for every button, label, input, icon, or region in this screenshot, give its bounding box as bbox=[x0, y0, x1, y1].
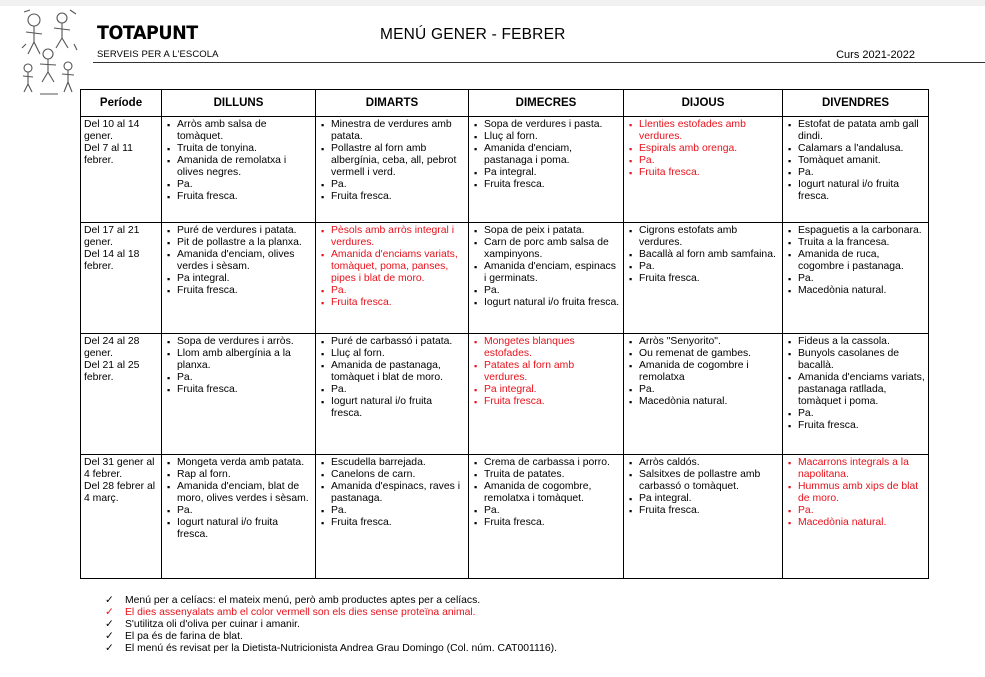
wednesday-menu-cell bbox=[469, 334, 624, 455]
dish-list bbox=[319, 336, 465, 420]
dish-item: ▪ Canelons de carn. bbox=[319, 469, 465, 481]
period-range: Del 10 al 14 gener. bbox=[84, 119, 140, 142]
dish-item: ▪ Lluç al forn. bbox=[472, 131, 620, 143]
dish-item: ▪ Amanida d'espinacs, raves i pastanaga. bbox=[319, 481, 465, 505]
period-cell bbox=[81, 117, 162, 223]
dish-list bbox=[165, 225, 312, 297]
table-row bbox=[81, 455, 929, 579]
dish-item: ▪ Fruita fresca. bbox=[627, 273, 779, 285]
dish-list bbox=[786, 336, 925, 432]
dish-list bbox=[319, 225, 465, 309]
checkmark-icon: ✓ bbox=[105, 607, 114, 618]
dish-item: ▪ Amanida d'enciams variats, tomàquet, poma, panses, pipes i blat de moro. bbox=[319, 249, 465, 285]
dish-item: ▪ Fruita fresca. bbox=[627, 505, 779, 517]
dish-item: ▪ Salsitxes de pollastre amb carbassó o tomàquet. bbox=[627, 469, 779, 493]
dish-item: ▪ Hummus amb xips de blat de moro. bbox=[786, 481, 925, 505]
dish-list bbox=[786, 457, 925, 529]
note-item bbox=[105, 619, 557, 631]
period-range: Del 28 febrer al 4 març. bbox=[84, 481, 156, 504]
dish-list bbox=[165, 457, 312, 541]
dish-item: ▪ Amanida de pastanaga, tomàquet i blat de moro. bbox=[319, 360, 465, 384]
dish-item: ▪ Fruita fresca. bbox=[319, 191, 465, 203]
dish-list bbox=[627, 225, 779, 285]
dish-item: ▪ Macedònia natural. bbox=[786, 517, 925, 529]
dish-item: ▪ Espirals amb orenga. bbox=[627, 143, 779, 155]
dish-item: ▪ Ou remenat de gambes. bbox=[627, 348, 779, 360]
dish-item: ▪ Iogurt natural i/o fruita fresca. bbox=[786, 179, 925, 203]
wednesday-menu-cell bbox=[469, 223, 624, 334]
dish-item: ▪ Pollastre al forn amb albergínia, ceba, all, pebrot vermell i verd. bbox=[319, 143, 465, 179]
checkmark-icon: ✓ bbox=[105, 643, 114, 654]
dish-item: ▪ Escudella barrejada. bbox=[319, 457, 465, 469]
dish-item: ▪ Sopa de verdures i arròs. bbox=[165, 336, 312, 348]
period-range: Del 21 al 25 febrer. bbox=[84, 360, 140, 383]
dish-item: ▪ Fruita fresca. bbox=[786, 420, 925, 432]
table-row bbox=[81, 117, 929, 223]
dish-item: ▪ Truita de tonyina. bbox=[165, 143, 312, 155]
dish-item: ▪ Arròs amb salsa de tomàquet. bbox=[165, 119, 312, 143]
dish-item: ▪ Fruita fresca. bbox=[319, 297, 465, 309]
dish-item: ▪ Pa. bbox=[786, 273, 925, 285]
dish-item: ▪ Puré de verdures i patata. bbox=[165, 225, 312, 237]
dish-list bbox=[472, 119, 620, 191]
dish-item: ▪ Amanida d'enciam, pastanaga i poma. bbox=[472, 143, 620, 167]
dish-list bbox=[786, 225, 925, 297]
dish-item: ▪ Pa integral. bbox=[165, 273, 312, 285]
dish-item: ▪ Pa. bbox=[627, 155, 779, 167]
dish-item: ▪ Estofat de patata amb gall dindi. bbox=[786, 119, 925, 143]
dish-item: ▪ Pa. bbox=[472, 285, 620, 297]
dish-item: ▪ Pa integral. bbox=[472, 167, 620, 179]
dish-item: ▪ Lluç al forn. bbox=[319, 348, 465, 360]
wednesday-menu-cell bbox=[469, 117, 624, 223]
header-wednesday: DIMECRES bbox=[469, 90, 624, 117]
dish-item: ▪ Pa. bbox=[319, 179, 465, 191]
dish-item: ▪ Pa. bbox=[627, 384, 779, 396]
dish-item: ▪ Macedònia natural. bbox=[627, 396, 779, 408]
dish-item: ▪ Bunyols casolanes de bacallà. bbox=[786, 348, 925, 372]
dish-list bbox=[472, 457, 620, 529]
dish-item: ▪ Iogurt natural i/o fruita fresca. bbox=[165, 517, 312, 541]
table-header-row bbox=[81, 90, 929, 117]
dish-item: ▪ Fruita fresca. bbox=[319, 517, 465, 529]
dish-item: ▪ Pa. bbox=[786, 505, 925, 517]
note-text: El pa és de farina de blat. bbox=[125, 631, 243, 642]
dish-item: ▪ Fruita fresca. bbox=[165, 191, 312, 203]
dish-item: ▪ Macedònia natural. bbox=[786, 285, 925, 297]
notes-list bbox=[105, 595, 557, 655]
dish-item: ▪ Mongetes blanques estofades. bbox=[472, 336, 620, 360]
period-range: Del 14 al 18 febrer. bbox=[84, 249, 140, 272]
note-item bbox=[105, 631, 557, 643]
dish-item: ▪ Fruita fresca. bbox=[165, 384, 312, 396]
menu-table bbox=[80, 89, 929, 579]
dish-item: ▪ Iogurt natural i/o fruita fresca. bbox=[472, 297, 620, 309]
dish-item: ▪ Amanida d'enciam, olives verdes i sèsam. bbox=[165, 249, 312, 273]
dish-item: ▪ Fruita fresca. bbox=[472, 396, 620, 408]
header-period: Període bbox=[81, 90, 162, 117]
dish-list bbox=[165, 119, 312, 203]
dish-item: ▪ Amanida d'enciams variats, pastanaga ratllada, tomàquet i poma. bbox=[786, 372, 925, 408]
dish-item: ▪ Sopa de peix i patata. bbox=[472, 225, 620, 237]
dish-item: ▪ Fruita fresca. bbox=[472, 517, 620, 529]
note-item bbox=[105, 595, 557, 607]
dish-list bbox=[165, 336, 312, 396]
dish-item: ▪ Amanida de cogombre i remolatxa bbox=[627, 360, 779, 384]
dish-list bbox=[472, 225, 620, 309]
page-title: MENÚ GENER - FEBRER bbox=[380, 26, 566, 43]
dish-list bbox=[786, 119, 925, 203]
dish-item: ▪ Amanida de cogombre, remolatxa i tomàquet. bbox=[472, 481, 620, 505]
header-divider bbox=[93, 62, 985, 63]
dish-item: ▪ Pa. bbox=[165, 505, 312, 517]
friday-menu-cell bbox=[783, 223, 929, 334]
dish-item: ▪ Llenties estofades amb verdures. bbox=[627, 119, 779, 143]
checkmark-icon: ✓ bbox=[105, 631, 114, 642]
thursday-menu-cell bbox=[624, 117, 783, 223]
dish-item: ▪ Pa. bbox=[627, 261, 779, 273]
dish-item: ▪ Arròs "Senyorito". bbox=[627, 336, 779, 348]
dish-item: ▪ Amanida d'enciam, blat de moro, olives verdes i sèsam. bbox=[165, 481, 312, 505]
dish-list bbox=[472, 336, 620, 408]
friday-menu-cell bbox=[783, 334, 929, 455]
dish-item: ▪ Pa. bbox=[786, 167, 925, 179]
school-year: Curs 2021-2022 bbox=[836, 49, 915, 61]
header-thursday: DIJOUS bbox=[624, 90, 783, 117]
dish-item: ▪ Fruita fresca. bbox=[472, 179, 620, 191]
wednesday-menu-cell bbox=[469, 455, 624, 579]
note-text: S'utilitza oli d'oliva per cuinar i amanir. bbox=[125, 619, 300, 630]
note-text: El menú és revisat per la Dietista-Nutricionista Andrea Grau Domingo (Col. núm. CAT001116). bbox=[125, 643, 557, 654]
thursday-menu-cell bbox=[624, 334, 783, 455]
dish-list bbox=[627, 336, 779, 408]
period-cell bbox=[81, 223, 162, 334]
dish-item: ▪ Truita a la francesa. bbox=[786, 237, 925, 249]
dish-item: ▪ Espaguetis a la carbonara. bbox=[786, 225, 925, 237]
period-range: Del 17 al 21 gener. bbox=[84, 225, 140, 248]
note-text: Menú per a celíacs: el mateix menú, però amb productes aptes per a celíacs. bbox=[125, 595, 481, 606]
kids-drawing-logo-icon bbox=[20, 8, 78, 98]
dish-item: ▪ Macarrons integrals a la napolitana. bbox=[786, 457, 925, 481]
dish-item: ▪ Pèsols amb arròs integral i verdures. bbox=[319, 225, 465, 249]
dish-item: ▪ Pa integral. bbox=[627, 493, 779, 505]
dish-item: ▪ Amanida de remolatxa i olives negres. bbox=[165, 155, 312, 179]
dish-list bbox=[319, 119, 465, 203]
period-range: Del 24 al 28 gener. bbox=[84, 336, 140, 359]
dish-item: ▪ Bacallà al forn amb samfaina. bbox=[627, 249, 779, 261]
period-cell bbox=[81, 455, 162, 579]
dish-item: ▪ Patates al forn amb verdures. bbox=[472, 360, 620, 384]
tuesday-menu-cell bbox=[316, 223, 469, 334]
dish-item: ▪ Cigrons estofats amb verdures. bbox=[627, 225, 779, 249]
dish-item: ▪ Calamars a l'andalusa. bbox=[786, 143, 925, 155]
dish-item: ▪ Pa integral. bbox=[472, 384, 620, 396]
monday-menu-cell bbox=[162, 334, 316, 455]
dish-item: ▪ Rap al forn. bbox=[165, 469, 312, 481]
dish-item: ▪ Pa. bbox=[165, 372, 312, 384]
dish-list bbox=[319, 457, 465, 529]
tuesday-menu-cell bbox=[316, 117, 469, 223]
monday-menu-cell bbox=[162, 117, 316, 223]
table-row bbox=[81, 334, 929, 455]
dish-item: ▪ Truita de patates. bbox=[472, 469, 620, 481]
header-tuesday: DIMARTS bbox=[316, 90, 469, 117]
tuesday-menu-cell bbox=[316, 334, 469, 455]
period-cell bbox=[81, 334, 162, 455]
dish-item: ▪ Pit de pollastre a la planxa. bbox=[165, 237, 312, 249]
tuesday-menu-cell bbox=[316, 455, 469, 579]
brand-subtitle: SERVEIS PER A L'ESCOLA bbox=[97, 49, 219, 60]
thursday-menu-cell bbox=[624, 223, 783, 334]
note-text: El dies assenyalats amb el color vermell son els dies sense proteïna animal. bbox=[125, 607, 476, 618]
dish-item: ▪ Crema de carbassa i porro. bbox=[472, 457, 620, 469]
dish-item: ▪ Amanida d'enciam, espinacs i germinats. bbox=[472, 261, 620, 285]
header-friday: DIVENDRES bbox=[783, 90, 929, 117]
dish-item: ▪ Amanida de ruca, cogombre i pastanaga. bbox=[786, 249, 925, 273]
top-strip bbox=[0, 0, 985, 6]
dish-item: ▪ Sopa de verdures i pasta. bbox=[472, 119, 620, 131]
friday-menu-cell bbox=[783, 455, 929, 579]
dish-item: ▪ Fruita fresca. bbox=[165, 285, 312, 297]
note-item bbox=[105, 607, 557, 619]
dish-item: ▪ Mongeta verda amb patata. bbox=[165, 457, 312, 469]
checkmark-icon: ✓ bbox=[105, 619, 114, 630]
dish-item: ▪ Puré de carbassó i patata. bbox=[319, 336, 465, 348]
table-row bbox=[81, 223, 929, 334]
note-item bbox=[105, 643, 557, 655]
dish-item: ▪ Fideus a la cassola. bbox=[786, 336, 925, 348]
header-monday: DILLUNS bbox=[162, 90, 316, 117]
checkmark-icon: ✓ bbox=[105, 595, 114, 606]
monday-menu-cell bbox=[162, 455, 316, 579]
dish-item: ▪ Iogurt natural i/o fruita fresca. bbox=[319, 396, 465, 420]
dish-item: ▪ Pa. bbox=[786, 408, 925, 420]
dish-list bbox=[627, 457, 779, 517]
period-range: Del 31 gener al 4 febrer. bbox=[84, 457, 155, 480]
dish-item: ▪ Tomàquet amanit. bbox=[786, 155, 925, 167]
dish-item: ▪ Pa. bbox=[319, 285, 465, 297]
dish-item: ▪ Pa. bbox=[165, 179, 312, 191]
dish-item: ▪ Llom amb albergínia a la planxa. bbox=[165, 348, 312, 372]
monday-menu-cell bbox=[162, 223, 316, 334]
thursday-menu-cell bbox=[624, 455, 783, 579]
dish-item: ▪ Pa. bbox=[319, 384, 465, 396]
dish-item: ▪ Fruita fresca. bbox=[627, 167, 779, 179]
dish-item: ▪ Minestra de verdures amb patata. bbox=[319, 119, 465, 143]
dish-item: ▪ Arròs caldós. bbox=[627, 457, 779, 469]
dish-item: ▪ Carn de porc amb salsa de xampinyons. bbox=[472, 237, 620, 261]
brand-name: TOTAPUNT bbox=[97, 22, 198, 44]
dish-item: ▪ Pa. bbox=[319, 505, 465, 517]
friday-menu-cell bbox=[783, 117, 929, 223]
dish-list bbox=[627, 119, 779, 179]
dish-item: ▪ Pa. bbox=[472, 505, 620, 517]
period-range: Del 7 al 11 febrer. bbox=[84, 143, 133, 166]
